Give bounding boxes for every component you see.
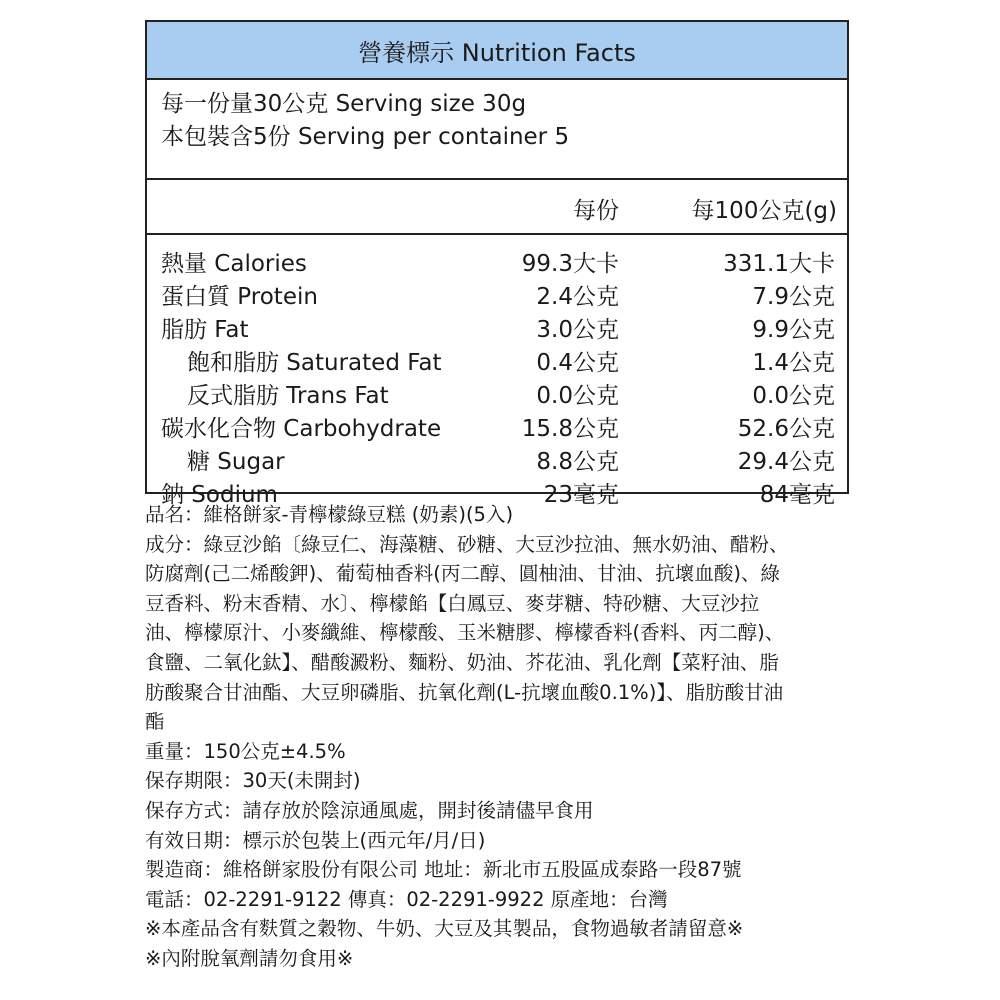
nutrient-per-serving: 23毫克 bbox=[543, 482, 619, 508]
nutrient-per-100g: 29.4公克 bbox=[737, 449, 835, 475]
nutrient-row-carbohydrate bbox=[147, 410, 847, 443]
nutrient-per-serving: 0.4公克 bbox=[536, 350, 619, 376]
ingredients-line: 肪酸聚合甘油酯、大豆卵磷脂、抗氧化劑(L-抗壞血酸0.1%)】、脂肪酸甘油 bbox=[145, 680, 784, 704]
nutrient-per-serving: 3.0公克 bbox=[536, 317, 619, 343]
nutrient-per-serving: 8.8公克 bbox=[536, 449, 619, 475]
product-info bbox=[145, 500, 845, 974]
nutrient-label: 碳水化合物 Carbohydrate bbox=[161, 416, 442, 442]
nutrition-facts-panel bbox=[145, 20, 849, 508]
nutrient-per-serving: 15.8公克 bbox=[521, 416, 619, 442]
manufacturer: 製造商：維格餅家股份有限公司 地址：新北市五股區成泰路一段87號 bbox=[145, 858, 742, 882]
nutrient-label: 飽和脂肪 Saturated Fat bbox=[187, 350, 442, 376]
nutrient-per-100g: 1.4公克 bbox=[752, 350, 835, 376]
nutrient-row-trans-fat bbox=[147, 377, 847, 410]
nutrient-label: 蛋白質 Protein bbox=[161, 284, 318, 310]
col-per-100g: 每100公克(g) bbox=[691, 198, 837, 224]
weight: 重量：150公克±4.5% bbox=[145, 739, 346, 763]
storage-method: 保存方式：請存放於陰涼通風處，開封後請儘早食用 bbox=[145, 798, 594, 822]
column-headers bbox=[147, 180, 847, 235]
ingredients-line: 酯 bbox=[145, 710, 165, 734]
nutrition-facts-header bbox=[147, 22, 847, 80]
nutrient-per-100g: 0.0公克 bbox=[752, 383, 835, 409]
serving-info bbox=[147, 80, 847, 180]
ingredients-line: 豆香料、粉末香精、水〕、檸檬餡【白鳳豆、麥芽糖、特砂糖、大豆沙拉 bbox=[145, 591, 760, 615]
ingredients-line: 食鹽、二氧化鈦】、醋酸澱粉、麵粉、奶油、芥花油、乳化劑【菜籽油、脂 bbox=[145, 650, 779, 674]
nutrient-label: 熱量 Calories bbox=[161, 251, 307, 277]
ingredients-line: 油、檸檬原汁、小麥纖維、檸檬酸、玉米糖膠、檸檬香料(香料、丙二醇)、 bbox=[145, 621, 785, 645]
nutrient-row-fat bbox=[147, 311, 847, 344]
nutrient-label: 反式脂肪 Trans Fat bbox=[187, 383, 389, 409]
ingredients-line: 防腐劑(己二烯酸鉀)、葡萄柚香料(丙二醇、圓柚油、甘油、抗壞血酸)、綠 bbox=[145, 562, 780, 586]
expiry-date: 有效日期：標示於包裝上(西元年/月/日) bbox=[145, 828, 486, 852]
nutrient-label: 糖 Sugar bbox=[187, 449, 285, 475]
serving-size: 每一份量30公克 Serving size 30g bbox=[161, 91, 527, 117]
nutrient-row-protein bbox=[147, 278, 847, 311]
nutrient-label: 鈉 Sodium bbox=[161, 482, 278, 508]
nutrient-per-serving: 99.3大卡 bbox=[521, 251, 619, 277]
allergen-notice: ※本產品含有麩質之穀物、牛奶、大豆及其製品，食物過敏者請留意※ bbox=[145, 917, 744, 941]
nutrient-per-serving: 2.4公克 bbox=[536, 284, 619, 310]
nutrient-row-saturated-fat bbox=[147, 344, 847, 377]
nutrient-per-100g: 9.9公克 bbox=[752, 317, 835, 343]
col-per-serving: 每份 bbox=[573, 198, 619, 224]
nutrient-row-sugar bbox=[147, 443, 847, 476]
nutrient-per-100g: 331.1大卡 bbox=[723, 251, 835, 277]
nutrient-per-100g: 52.6公克 bbox=[737, 416, 835, 442]
ingredients-line: 成分：綠豆沙餡〔綠豆仁、海藻糖、砂糖、大豆沙拉油、無水奶油、醋粉、 bbox=[145, 532, 789, 556]
nutrient-per-100g: 84毫克 bbox=[759, 482, 835, 508]
product-name: 品名：維格餅家-青檸檬綠豆糕 (奶素)(5入) bbox=[145, 503, 514, 526]
nutrient-row-calories bbox=[147, 245, 847, 278]
nutrient-label: 脂肪 Fat bbox=[161, 317, 249, 343]
nutrition-facts-title: 營養標示 Nutrition Facts bbox=[358, 38, 636, 67]
deoxidizer-notice: ※內附脫氧劑請勿食用※ bbox=[145, 946, 354, 970]
shelf-life: 保存期限：30天(未開封) bbox=[145, 769, 361, 793]
contact-origin: 電話：02-2291-9122 傳真：02-2291-9922 原產地：台灣 bbox=[145, 887, 668, 911]
nutrient-per-100g: 7.9公克 bbox=[752, 284, 835, 310]
servings-per-container: 本包裝含5份 Serving per container 5 bbox=[161, 124, 570, 150]
nutrient-per-serving: 0.0公克 bbox=[536, 383, 619, 409]
